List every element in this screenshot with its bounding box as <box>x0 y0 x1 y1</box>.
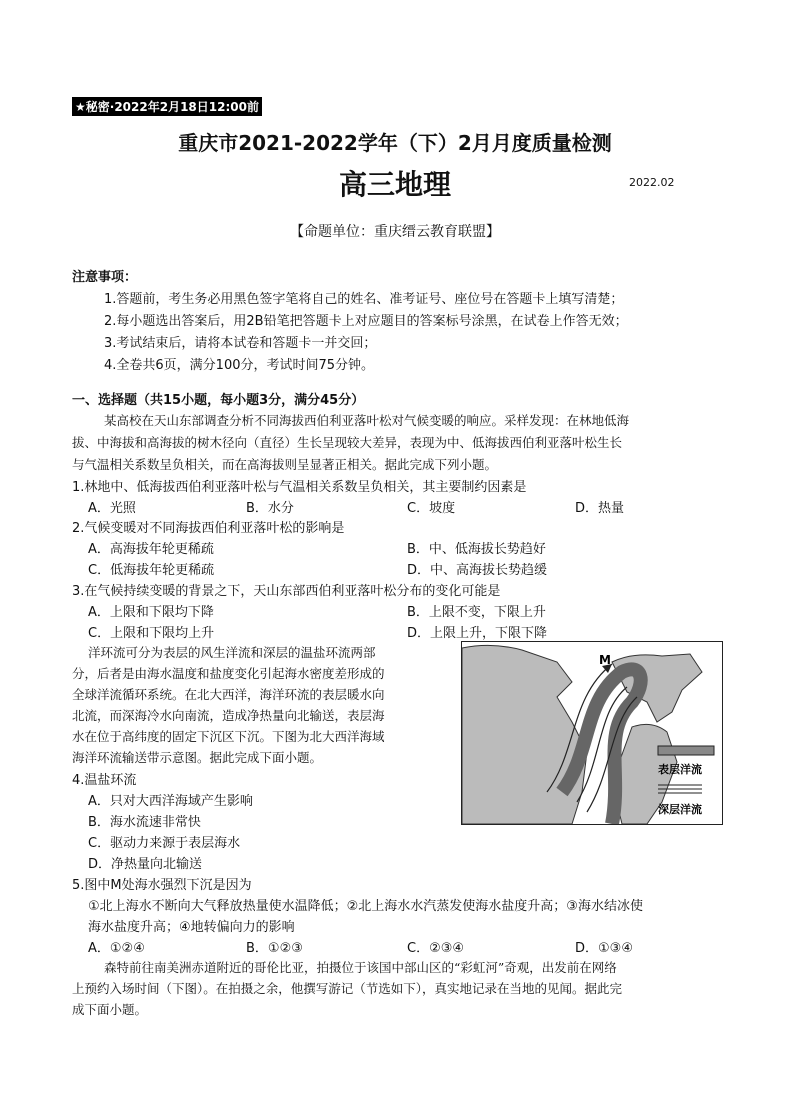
q4-option-a[interactable]: A．只对大西洋海域产生影响 <box>88 794 253 809</box>
question-1-stem: 1.林地中、低海拔西伯利亚落叶松与气温相关系数呈负相关，其主要制约因素是 <box>72 480 527 495</box>
confidential-tag: ★秘密·2022年2月18日12:00前 <box>72 97 262 116</box>
q2-option-c[interactable]: C．低海拔年轮更稀疏 <box>88 563 215 578</box>
exam-title: 重庆市2021-2022学年（下）2月月度质量检测 <box>178 131 612 155</box>
q5-description: ①北上海水不断向大气释放热量使水温降低；②北上海水水汽蒸发使海水盐度升高；③海水结冰使 <box>88 899 643 914</box>
question-5-stem: 5.图中M处海水强烈下沉是因为 <box>72 878 252 893</box>
subject-title: 高三地理 <box>338 168 451 201</box>
section-heading: 一、选择题（共15小题，每小题3分，满分45分） <box>72 393 365 408</box>
notes-heading: 注意事项： <box>72 270 138 285</box>
q1-option-c[interactable]: C．坡度 <box>407 501 456 516</box>
passage3-line: 成下面小题。 <box>72 1002 148 1017</box>
question-2-stem: 2.气候变暖对不同海拔西伯利亚落叶松的影响是 <box>72 521 345 536</box>
q4-option-c[interactable]: C．驱动力来源于表层海水 <box>88 836 241 851</box>
passage2-line: 海洋环流输送带示意图。据此完成下面小题。 <box>72 750 323 765</box>
exam-date: 2022.02 <box>629 176 675 189</box>
q4-option-b[interactable]: B．海水流速非常快 <box>88 815 201 830</box>
passage2-line: 分，后者是由海水温度和盐度变化引起海水密度差形成的 <box>72 666 385 681</box>
passage1-line: 某高校在天山东部调查分析不同海拔西伯利亚落叶松对气候变暖的响应。采样发现：在林地低海 <box>104 413 630 428</box>
q5-option-a[interactable]: A．①②④ <box>88 941 145 956</box>
q1-option-a[interactable]: A．光照 <box>88 501 136 516</box>
passage2-line: 水在位于高纬度的固定下沉区下沉。下图为北大西洋海域 <box>72 729 385 744</box>
note-item: 2.每小题选出答案后，用2B铅笔把答题卡上对应题目的答案标号涂黑，在试卷上作答无效； <box>104 314 628 329</box>
question-3-stem: 3.在气候持续变暖的背景之下，天山东部西伯利亚落叶松分布的变化可能是 <box>72 584 501 599</box>
q2-option-a[interactable]: A．高海拔年轮更稀疏 <box>88 542 214 557</box>
passage3-line: 森特前往南美洲赤道附近的哥伦比亚，拍摄位于该国中部山区的“彩虹河”奇观，出发前在网络 <box>104 960 617 975</box>
q1-option-d[interactable]: D．热量 <box>575 501 625 516</box>
legend-surface-swatch <box>658 746 714 755</box>
passage2-line: 洋环流可分为表层的风生洋流和深层的温盐环流两部 <box>88 645 376 660</box>
q5-option-b[interactable]: B．①②③ <box>246 941 303 956</box>
q3-option-b[interactable]: B．上限不变，下限上升 <box>407 605 546 620</box>
question-4-stem: 4.温盐环流 <box>72 773 137 788</box>
note-item: 1.答题前，考生务必用黑色签字笔将自己的姓名、准考证号、座位号在答题卡上填写清楚； <box>104 292 624 307</box>
label-m: M <box>599 653 611 667</box>
passage3-line: 上预约入场时间（下图）。在拍摄之余，他撰写游记（节选如下），真实地记录在当地的见闻。据此完 <box>72 981 623 996</box>
q5-option-d[interactable]: D．①③④ <box>575 941 633 956</box>
legend-deep-label: 深层洋流 <box>658 803 702 816</box>
q3-option-c[interactable]: C．上限和下限均上升 <box>88 626 215 641</box>
q3-option-a[interactable]: A．上限和下限均下降 <box>88 605 214 620</box>
q2-option-d[interactable]: D．中、高海拔长势趋缓 <box>407 563 548 578</box>
note-item: 3.考试结束后，请将本试卷和答题卡一并交回； <box>104 336 377 351</box>
q5-option-c[interactable]: C．②③④ <box>407 941 465 956</box>
q1-option-b[interactable]: B．水分 <box>246 501 294 516</box>
q4-option-d[interactable]: D．净热量向北输送 <box>88 857 203 872</box>
passage1-line: 与气温相关系数呈负相关，而在高海拔则呈显著正相关。据此完成下列小题。 <box>72 457 498 472</box>
issuing-unit: 【命题单位：重庆缙云教育联盟】 <box>290 224 500 240</box>
note-item: 4.全卷共6页，满分100分，考试时间75分钟。 <box>104 358 375 373</box>
q2-option-b[interactable]: B．中、低海拔长势趋好 <box>407 542 546 557</box>
passage1-line: 拔、中海拔和高海拔的树木径向（直径）生长呈现较大差异，表现为中、低海拔西伯利亚落叶松生长 <box>72 435 623 450</box>
passage2-line: 全球洋流循环系统。在北大西洋，海洋环流的表层暖水向 <box>72 687 385 702</box>
legend-surface-label: 表层洋流 <box>658 763 702 776</box>
q3-option-d[interactable]: D．上限上升，下限下降 <box>407 626 548 641</box>
passage2-line: 北流，而深海冷水向南流，造成净热量向北输送，表层海 <box>72 708 385 723</box>
q5-description: 海水盐度升高；④地转偏向力的影响 <box>88 920 295 935</box>
ocean-conveyor-figure <box>461 641 723 825</box>
ocean-conveyor-map <box>462 642 722 824</box>
americas-landmass <box>462 645 587 824</box>
